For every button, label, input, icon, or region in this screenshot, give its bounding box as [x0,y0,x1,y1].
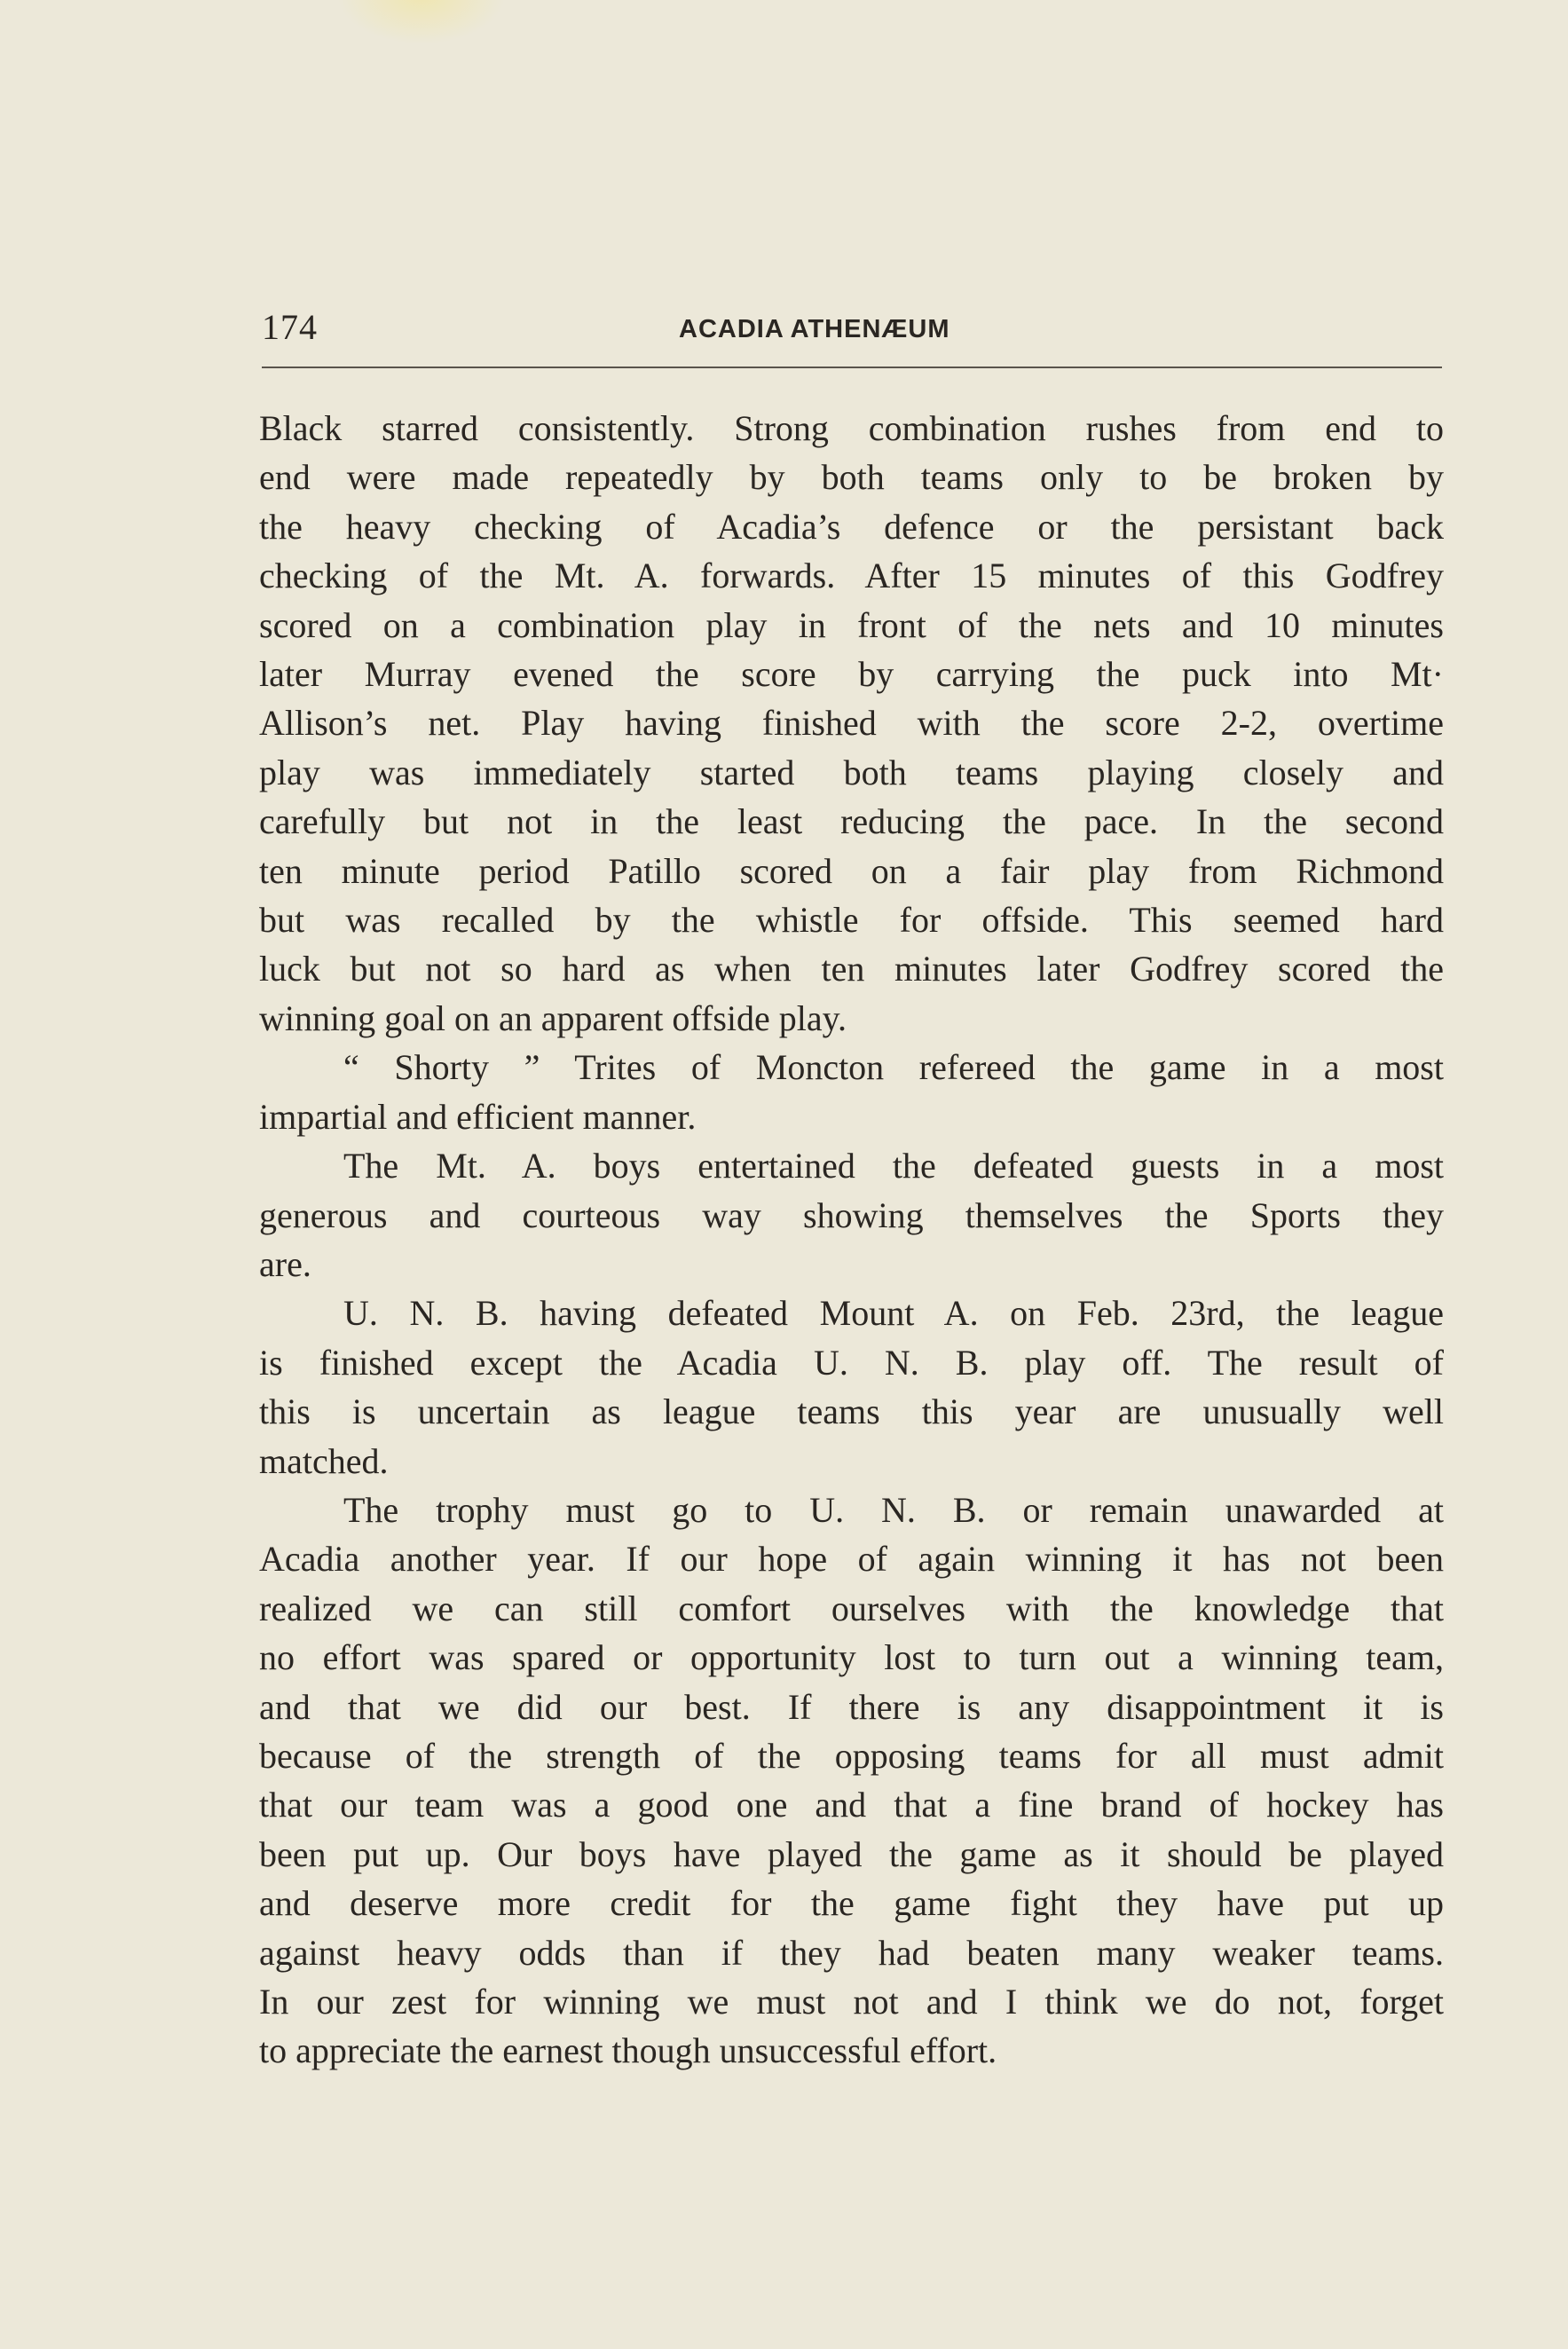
body-line: The Mt. A. boys entertained the defeated guests in a most [343,1146,1444,1186]
body-line: In our zest for winning we must not and I think we do not, forget [259,1982,1444,2022]
body-line: no effort was spared or opportunity lost to turn out a winning team, [259,1637,1444,1678]
body-line: and deserve more credit for the game fight they have put up [259,1883,1444,1924]
body-line: end were made repeatedly by both teams only to be broken by [259,457,1444,498]
body-line: carefully but not in the least reducing the pace. In the second [259,801,1444,842]
body-line: ten minute period Patillo scored on a fair play from Richmond [259,850,1444,891]
body-line: checking of the Mt. A. forwards. After 15 minutes of this Godfrey [259,556,1444,596]
body-line: Black starred consistently. Strong combination rushes from end to [259,408,1444,448]
body-line: “ Shorty ” Trites of Moncton refereed the game in a most [343,1047,1444,1088]
body-line: the heavy checking of Acadia’s defence or the persistant back [259,506,1444,547]
body-line: Acadia another year. If our hope of again winning it has not been [259,1539,1444,1580]
body-line: later Murray evened the score by carrying the puck into Mt· [259,654,1444,695]
page-number: 174 [262,307,318,347]
body-line: been put up. Our boys have played the game as it should be played [259,1833,1444,1874]
body-line: but was recalled by the whistle for offside. This seemed hard [259,900,1444,941]
running-head [262,306,1442,368]
body-line: because of the strength of the opposing teams for all must admit [259,1735,1444,1776]
article-body [259,404,1444,2076]
body-line: scored on a combination play in front of the nets and 10 minutes [259,604,1444,645]
body-line: against heavy odds than if they had beaten many weaker teams. [259,1932,1444,1973]
body-line: luck but not so hard as when ten minutes later Godfrey scored the [259,949,1444,989]
body-line: this is uncertain as league teams this year are unusually well [259,1391,1444,1432]
journal-title: ACADIA ATHENÆUM [679,315,950,343]
body-line: impartial and efficient manner. [259,1096,697,1137]
body-line: winning goal on an apparent offside play. [259,997,847,1038]
body-line: realized we can still comfort ourselves with the knowledge that [259,1588,1444,1628]
body-line: matched. [259,1440,389,1481]
body-line: is finished except the Acadia U. N. B. play off. The result of [259,1342,1444,1383]
body-line: U. N. B. having defeated Mount A. on Feb. 23rd, the league [343,1293,1444,1334]
body-line: play was immediately started both teams playing closely and [259,752,1444,792]
body-line: The trophy must go to U. N. B. or remain unawarded at [343,1489,1444,1530]
body-line: Allison’s net. Play having finished with the score 2-2, overtime [259,703,1444,744]
body-line: are. [259,1243,311,1284]
body-line: that our team was a good one and that a fine brand of hockey has [259,1785,1444,1825]
body-line: and that we did our best. If there is any disappointment it is [259,1686,1444,1727]
body-line: generous and courteous way showing themselves the Sports they [259,1194,1444,1235]
page-stain [337,0,506,44]
body-line: to appreciate the earnest though unsuccessful effort. [259,2030,997,2071]
